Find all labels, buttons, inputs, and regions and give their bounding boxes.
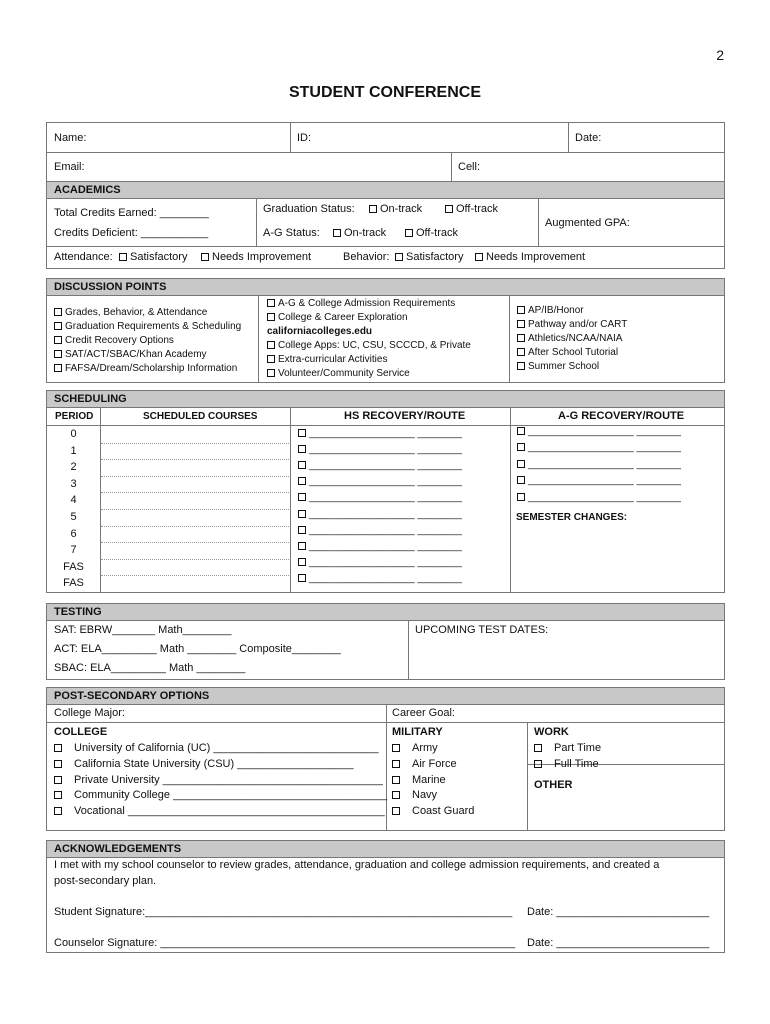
checkbox-icon [298, 461, 306, 469]
college-option[interactable]: University of California (UC) ___________________________ [54, 741, 387, 757]
behavior-satisfactory-checkbox[interactable]: Satisfactory [395, 251, 463, 263]
checkbox-icon [392, 760, 400, 768]
checkbox-icon [298, 558, 306, 566]
behavior-needs-improvement-checkbox[interactable]: Needs Improvement [475, 251, 585, 263]
course-line[interactable] [101, 575, 289, 576]
discussion-item[interactable]: Volunteer/Community Service [267, 367, 471, 381]
college-option[interactable]: Vocational __________________________________________ [54, 804, 387, 820]
ag-recovery-row[interactable]: ___________________ ________ [517, 442, 681, 453]
augmented-gpa-field[interactable]: Augmented GPA: [545, 217, 630, 229]
checkbox-icon [267, 341, 275, 349]
discussion-item[interactable]: Pathway and/or CART [517, 318, 627, 332]
discussion-item[interactable]: Extra-curricular Activities [267, 353, 471, 367]
checkbox-icon [298, 493, 306, 501]
discussion-item[interactable]: SAT/ACT/SBAC/Khan Academy [54, 348, 241, 362]
discussion-item[interactable]: Athletics/NCAA/NAIA [517, 332, 627, 346]
military-option[interactable]: Marine [392, 773, 474, 789]
period-label: 4 [70, 494, 77, 507]
checkbox-icon [298, 542, 306, 550]
student-date-field[interactable]: Date: _________________________ [527, 906, 710, 918]
checkbox-icon [517, 306, 525, 314]
hs-recovery-row[interactable]: ___________________ ________ [298, 557, 462, 568]
hs-recovery-row[interactable]: ___________________ ________ [298, 444, 462, 455]
student-info-section [46, 122, 725, 182]
discussion-item[interactable]: Summer School [517, 360, 627, 374]
military-option[interactable]: Army [392, 741, 474, 757]
checkbox-icon [517, 348, 525, 356]
work-option[interactable]: Part Time [534, 741, 601, 757]
course-line[interactable] [101, 542, 289, 543]
discussion-item[interactable]: Graduation Requirements & Scheduling [54, 320, 241, 334]
career-goal-field[interactable]: Career Goal: [392, 707, 455, 719]
hs-recovery-row[interactable]: ___________________ ________ [298, 460, 462, 471]
period-label: FAS [63, 577, 84, 590]
checkbox-icon [517, 476, 525, 484]
attendance-needs-improvement-checkbox[interactable]: Needs Improvement [201, 251, 311, 263]
checkbox-icon [517, 493, 525, 501]
californiacolleges-link[interactable]: californiacolleges.edu [267, 326, 373, 337]
military-label: MILITARY [392, 726, 443, 738]
grad-on-track-checkbox[interactable]: On-track [369, 203, 422, 215]
grad-off-track-checkbox[interactable]: Off-track [445, 203, 498, 215]
checkbox-icon [54, 336, 62, 344]
checkbox-icon [267, 369, 275, 377]
act-fields[interactable]: ACT: ELA_________ Math ________ Composite________ [54, 643, 341, 655]
hs-recovery-row[interactable]: ___________________ ________ [298, 541, 462, 552]
ag-status-label: A-G Status: [263, 227, 320, 239]
student-signature-field[interactable]: Student Signature:____________________________________________________________ [54, 906, 513, 918]
academics-header: ACADEMICS [47, 182, 724, 199]
checkbox-icon [54, 308, 62, 316]
discussion-item[interactable]: FAFSA/Dream/Scholarship Information [54, 362, 241, 376]
ag-off-track-checkbox[interactable]: Off-track [405, 227, 458, 239]
checkbox-icon [298, 429, 306, 437]
total-credits-field[interactable]: Total Credits Earned: ________ [54, 207, 209, 219]
sbac-fields[interactable]: SBAC: ELA_________ Math ________ [54, 662, 246, 674]
discussion-item[interactable]: College & Career Exploration [267, 311, 471, 325]
scheduling-header: SCHEDULING [47, 391, 724, 408]
checkbox-icon [54, 744, 62, 752]
hs-recovery-row[interactable]: ___________________ ________ [298, 492, 462, 503]
ag-recovery-row[interactable]: ___________________ ________ [517, 459, 681, 470]
name-field[interactable]: Name: [54, 132, 87, 144]
acknowledgements-header: ACKNOWLEDGEMENTS [47, 841, 724, 858]
period-label: 6 [70, 527, 77, 540]
testing-section [46, 603, 725, 680]
college-option[interactable]: Private University ____________________________________ [54, 773, 387, 789]
course-line[interactable] [101, 492, 289, 493]
military-option[interactable]: Air Force [392, 757, 474, 773]
counselor-signature-field[interactable]: Counselor Signature: __________________________________________________________ [54, 937, 516, 949]
credits-deficient-field[interactable]: Credits Deficient: ___________ [54, 227, 209, 239]
college-major-field[interactable]: College Major: [54, 707, 125, 719]
checkbox-icon [298, 526, 306, 534]
discussion-item[interactable]: AP/IB/Honor [517, 304, 627, 318]
military-option[interactable]: Coast Guard [392, 804, 474, 820]
sat-fields[interactable]: SAT: EBRW_______ Math________ [54, 624, 232, 636]
ag-on-track-checkbox[interactable]: On-track [333, 227, 386, 239]
testing-header: TESTING [47, 604, 724, 621]
period-label: 0 [70, 428, 77, 440]
course-line[interactable] [101, 509, 289, 510]
college-option[interactable]: Community College ___________________________________ [54, 788, 387, 804]
course-line[interactable] [101, 459, 289, 460]
hs-recovery-row[interactable]: ___________________ ________ [298, 428, 462, 439]
checkbox-icon [369, 205, 377, 213]
page-title: STUDENT CONFERENCE [288, 84, 481, 101]
checkbox-icon [298, 574, 306, 582]
period-label: FAS [63, 560, 84, 573]
checkbox-icon [534, 760, 542, 768]
scheduling-section [46, 390, 725, 593]
college-label: COLLEGE [54, 726, 108, 738]
checkbox-icon [267, 313, 275, 321]
course-line[interactable] [101, 559, 289, 560]
hs-recovery-row[interactable]: ___________________ ________ [298, 573, 462, 584]
attendance-satisfactory-checkbox[interactable]: Satisfactory [119, 251, 187, 263]
cell-field[interactable]: Cell: [458, 161, 481, 173]
checkbox-icon [201, 253, 209, 261]
checkbox-icon [267, 355, 275, 363]
page-number: 2 [716, 47, 724, 63]
checkbox-icon [395, 253, 403, 261]
checkbox-icon [298, 510, 306, 518]
period-label: 1 [70, 444, 77, 457]
checkbox-icon [517, 334, 525, 342]
post-secondary-section [46, 687, 725, 831]
checkbox-icon [405, 229, 413, 237]
checkbox-icon [517, 362, 525, 370]
checkbox-icon [517, 427, 525, 435]
checkbox-icon [54, 760, 62, 768]
checkbox-icon [267, 299, 275, 307]
semester-changes-label: SEMESTER CHANGES: [516, 512, 628, 523]
checkbox-icon [54, 322, 62, 330]
acknowledgements-section [46, 840, 725, 953]
checkbox-icon [54, 776, 62, 784]
post-secondary-header: POST-SECONDARY OPTIONS [47, 688, 724, 705]
behavior-label: Behavior: [343, 251, 390, 263]
course-line[interactable] [101, 443, 289, 444]
checkbox-icon [119, 253, 127, 261]
ag-recovery-row[interactable]: ___________________ ________ [517, 426, 681, 437]
checkbox-icon [517, 320, 525, 328]
period-label: 5 [70, 511, 77, 523]
checkbox-icon [517, 443, 525, 451]
counselor-date-field[interactable]: Date: _________________________ [527, 937, 710, 949]
college-option[interactable]: California State University (CSU) ___________________ [54, 757, 387, 773]
discussion-item[interactable]: A-G & College Admission Requirements [267, 297, 471, 311]
discussion-item[interactable]: Credit Recovery Options [54, 334, 241, 348]
hs-recovery-header: HS RECOVERY/ROUTE [344, 410, 466, 422]
checkbox-icon [298, 477, 306, 485]
period-label: 7 [70, 544, 77, 557]
attendance-label: Attendance: [54, 251, 113, 263]
ag-recovery-header: A-G RECOVERY/ROUTE [558, 410, 685, 422]
course-line[interactable] [101, 526, 289, 527]
acknowledgement-text: I met with my school counselor to review grades, attendance, graduation and college admission requirements, and created a [54, 859, 660, 871]
period-label: 2 [70, 461, 77, 474]
upcoming-test-dates-field[interactable]: UPCOMING TEST DATES: [415, 624, 549, 636]
checkbox-icon [392, 776, 400, 784]
email-field[interactable]: Email: [54, 161, 85, 173]
checkbox-icon [392, 744, 400, 752]
other-label: OTHER [534, 779, 573, 791]
checkbox-icon [517, 460, 525, 468]
course-line[interactable] [101, 476, 289, 477]
checkbox-icon [392, 791, 400, 799]
checkbox-icon [54, 350, 62, 358]
ag-recovery-row[interactable]: ___________________ ________ [517, 475, 681, 486]
checkbox-icon [534, 744, 542, 752]
ag-recovery-row[interactable]: ___________________ ________ [517, 492, 681, 503]
work-option[interactable]: Full Time [534, 757, 601, 773]
period-label: 3 [70, 477, 77, 490]
checkbox-icon [475, 253, 483, 261]
checkbox-icon [54, 807, 62, 815]
period-header: PERIOD [55, 411, 94, 422]
scheduled-courses-header: SCHEDULED COURSES [143, 411, 258, 422]
graduation-status-label: Graduation Status: [263, 203, 355, 215]
date-field[interactable]: Date: [575, 132, 602, 144]
checkbox-icon [445, 205, 453, 213]
hs-recovery-row[interactable]: ___________________ ________ [298, 525, 462, 536]
checkbox-icon [298, 445, 306, 453]
checkbox-icon [333, 229, 341, 237]
discussion-header: DISCUSSION POINTS [47, 279, 724, 296]
military-option[interactable]: Navy [392, 788, 474, 804]
checkbox-icon [392, 807, 400, 815]
acknowledgement-text: post-secondary plan. [54, 875, 157, 887]
discussion-item[interactable]: College Apps: UC, CSU, SCCCD, & Private [267, 339, 471, 353]
discussion-section [46, 278, 725, 383]
work-label: WORK [534, 726, 569, 738]
checkbox-icon [54, 791, 62, 799]
academics-section [46, 181, 725, 269]
id-field[interactable]: ID: [297, 132, 312, 144]
discussion-item[interactable]: Grades, Behavior, & Attendance [54, 306, 241, 320]
discussion-item[interactable]: After School Tutorial [517, 346, 627, 360]
checkbox-icon [54, 364, 62, 372]
hs-recovery-row[interactable]: ___________________ ________ [298, 509, 462, 520]
hs-recovery-row[interactable]: ___________________ ________ [298, 476, 462, 487]
